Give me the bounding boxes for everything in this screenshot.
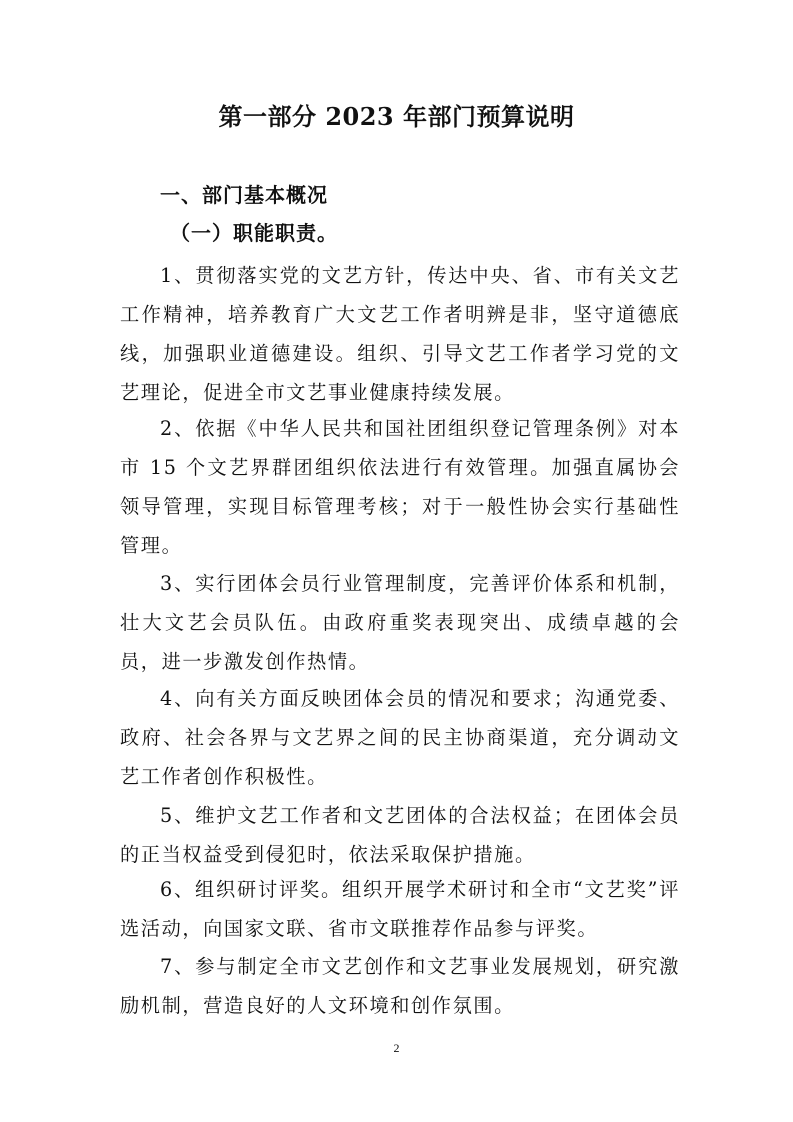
subsection-heading: （一）职能职责。	[170, 221, 338, 245]
paragraph-1: 1、贯彻落实党的文艺方针，传达中央、省、市有关文艺工作精神，培养教育广大文艺工作者明辨是非，坚守道德底线，加强职业道德建设。组织、引导文艺工作者学习党的文艺理论，促进全市文艺事业健康持续发展。	[120, 264, 680, 404]
paragraph-7: 7、参与制定全市文艺创作和文艺事业发展规划，研究激励机制，营造良好的人文环境和创作氛围。	[120, 955, 680, 1017]
document-title: 第一部分 2023 年部门预算说明	[218, 102, 575, 131]
page-number: 2	[393, 1041, 400, 1055]
paragraph-6: 6、组织研讨评奖。组织开展学术研讨和全市“文艺奖”评选活动，向国家文联、省市文联推荐作品参与评奖。	[120, 878, 680, 940]
paragraph-5: 5、维护文艺工作者和文艺团体的合法权益；在团体会员的正当权益受到侵犯时，依法采取保护措施。	[120, 804, 680, 866]
paragraph-3: 3、实行团体会员行业管理制度，完善评价体系和机制，壮大文艺会员队伍。由政府重奖表现突出、成绩卓越的会员，进一步激发创作热情。	[120, 572, 680, 673]
paragraph-2: 2、依据《中华人民共和国社团组织登记管理条例》对本市 15 个文艺界群团组织依法进行有效管理。加强直属协会领导管理，实现目标管理考核；对于一般性协会实行基础性管理。	[120, 417, 680, 557]
paragraph-4: 4、向有关方面反映团体会员的情况和要求；沟通党委、政府、社会各界与文艺界之间的民主协商渠道，充分调动文艺工作者创作积极性。	[120, 687, 680, 788]
section-heading: 一、部门基本概况	[160, 183, 328, 207]
